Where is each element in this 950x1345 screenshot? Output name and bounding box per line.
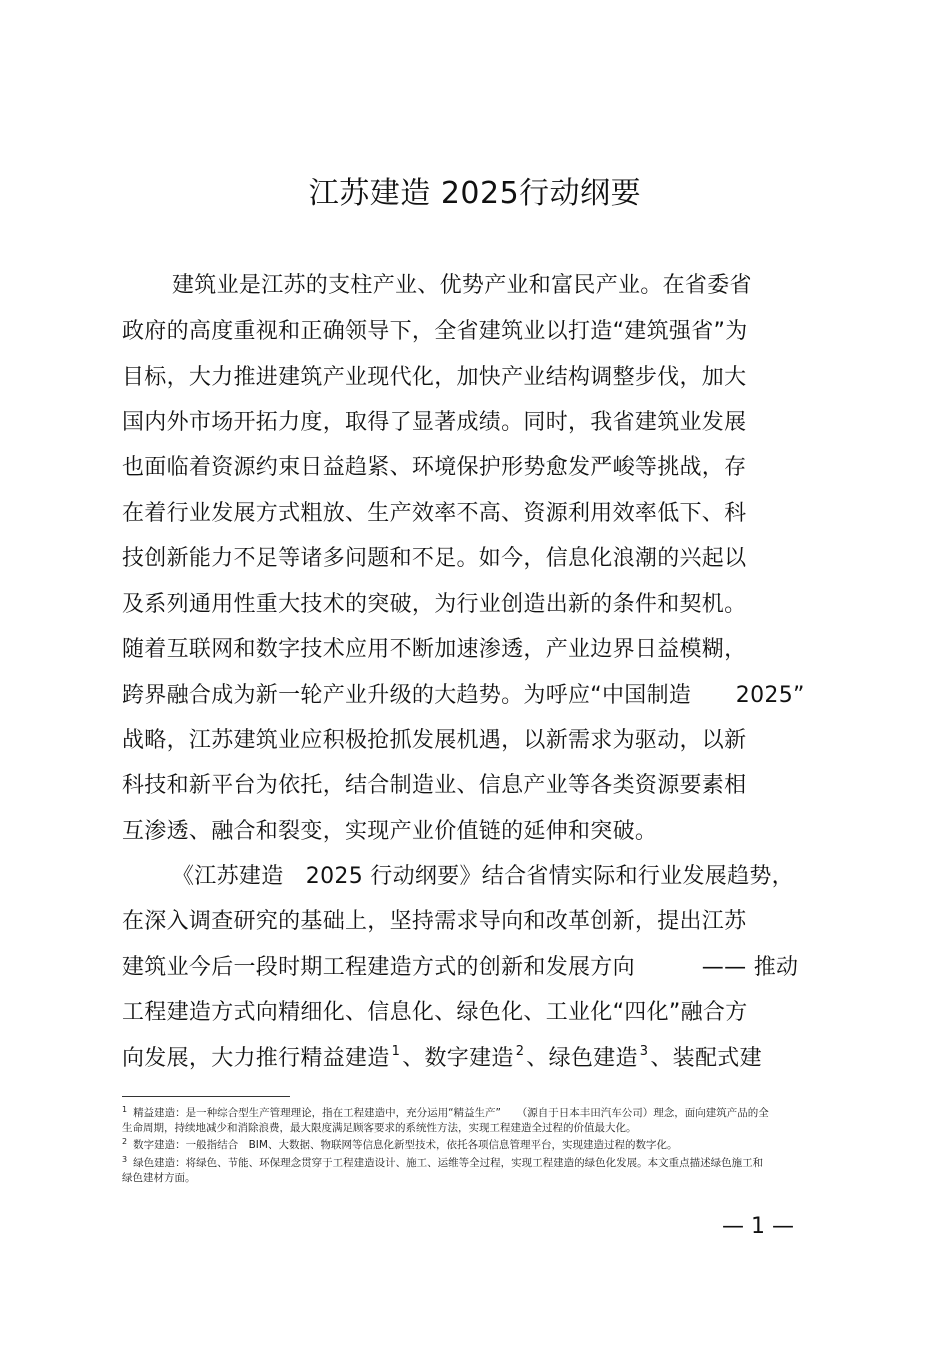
- paragraph-line: 工程建造方式向精细化、信息化、绿色化、工业化“四化”融合方: [122, 1000, 748, 1025]
- paragraph-line: 互渗透、融合和裂变，实现产业价值链的延伸和突破。: [122, 819, 658, 844]
- paragraph-line: 及系列通用性重大技术的突破，为行业创造出新的条件和契机。: [122, 592, 747, 617]
- paragraph-line: 建筑业今后一段时期工程建造方式的创新和发展方向 —— 推动: [122, 955, 799, 980]
- paragraph-line: 技创新能力不足等诸多问题和不足。如今，信息化浪潮的兴起以: [122, 546, 747, 571]
- paragraph-line: 也面临着资源约束日益趋紧、环境保护形势愈发严峻等挑战，存: [122, 455, 747, 480]
- paragraph-line: 跨界融合成为新一轮产业升级的大趋势。为呼应“中国制造 2025”: [122, 683, 805, 708]
- paragraph-line: 在深入调查研究的基础上，坚持需求导向和改革创新，提出江苏: [122, 909, 747, 934]
- document-title: 江苏建造 2025行动纲要: [308, 176, 642, 211]
- footnote-1: [122, 1106, 769, 1121]
- text-segment: 向发展，大力推行精益建造: [122, 1046, 390, 1071]
- paragraph-line: [122, 1044, 762, 1077]
- footnote-ref[interactable]: 2: [515, 1044, 525, 1059]
- paragraph-line: 战略，江苏建筑业应积极抢抓发展机遇，以新需求为驱动，以新: [122, 728, 747, 753]
- text-segment: 、绿色建造: [526, 1046, 638, 1071]
- text-segment: 、数字建造: [402, 1046, 514, 1071]
- paragraph-line: 国内外市场开拓力度，取得了显著成绩。同时，我省建筑业发展: [122, 410, 747, 435]
- footnote-divider: [122, 1096, 290, 1097]
- footnote-1-cont: 生命周期，持续地减少和消除浪费，最大限度满足顾客要求的系统性方法，实现工程建造全过程的价值最大化。: [122, 1122, 637, 1134]
- footnote-ref[interactable]: 1: [391, 1044, 401, 1059]
- paragraph-line: 科技和新平台为依托，结合制造业、信息产业等各类资源要素相: [122, 773, 747, 798]
- text-segment: 、装配式建: [650, 1046, 762, 1071]
- footnote-mark: 3: [122, 1155, 128, 1164]
- footnote-text: 数字建造：一般指结合 BIM、大数据、物联网等信息化新型技术，依托各项信息管理平台，实现建造过程的数字化。: [133, 1139, 678, 1151]
- footnote-mark: 2: [122, 1137, 128, 1146]
- paragraph-line: 政府的高度重视和正确领导下，全省建筑业以打造“建筑强省”为: [122, 319, 748, 344]
- paragraph-line: 随着互联网和数字技术应用不断加速渗透，产业边界日益模糊，: [122, 637, 747, 662]
- footnote-text: 绿色建造：将绿色、节能、环保理念贯穿于工程建造设计、施工、运维等全过程，实现工程建造的绿色化发展。本文重点描述绿色施工和: [133, 1157, 764, 1169]
- paragraph-line: 在着行业发展方式粗放、生产效率不高、资源利用效率低下、科: [122, 501, 747, 526]
- page-number: — 1 —: [722, 1214, 794, 1239]
- footnote-3: [122, 1156, 763, 1171]
- footnote-text: 精益建造：是一种综合型生产管理理论，指在工程建造中，充分运用“精益生产” （源自于日本丰田汽车公司）理念，面向建筑产品的全: [133, 1107, 769, 1119]
- paragraph-line: 《江苏建造 2025 行动纲要》结合省情实际和行业发展趋势，: [172, 864, 794, 889]
- footnote-ref[interactable]: 3: [639, 1044, 649, 1059]
- footnote-2: [122, 1138, 677, 1153]
- footnote-3-cont: 绿色建材方面。: [122, 1172, 196, 1184]
- footnote-mark: 1: [122, 1105, 128, 1114]
- paragraph-line: 目标，大力推进建筑产业现代化，加快产业结构调整步伐，加大: [122, 365, 747, 390]
- paragraph-line: 建筑业是江苏的支柱产业、优势产业和富民产业。在省委省: [172, 273, 752, 298]
